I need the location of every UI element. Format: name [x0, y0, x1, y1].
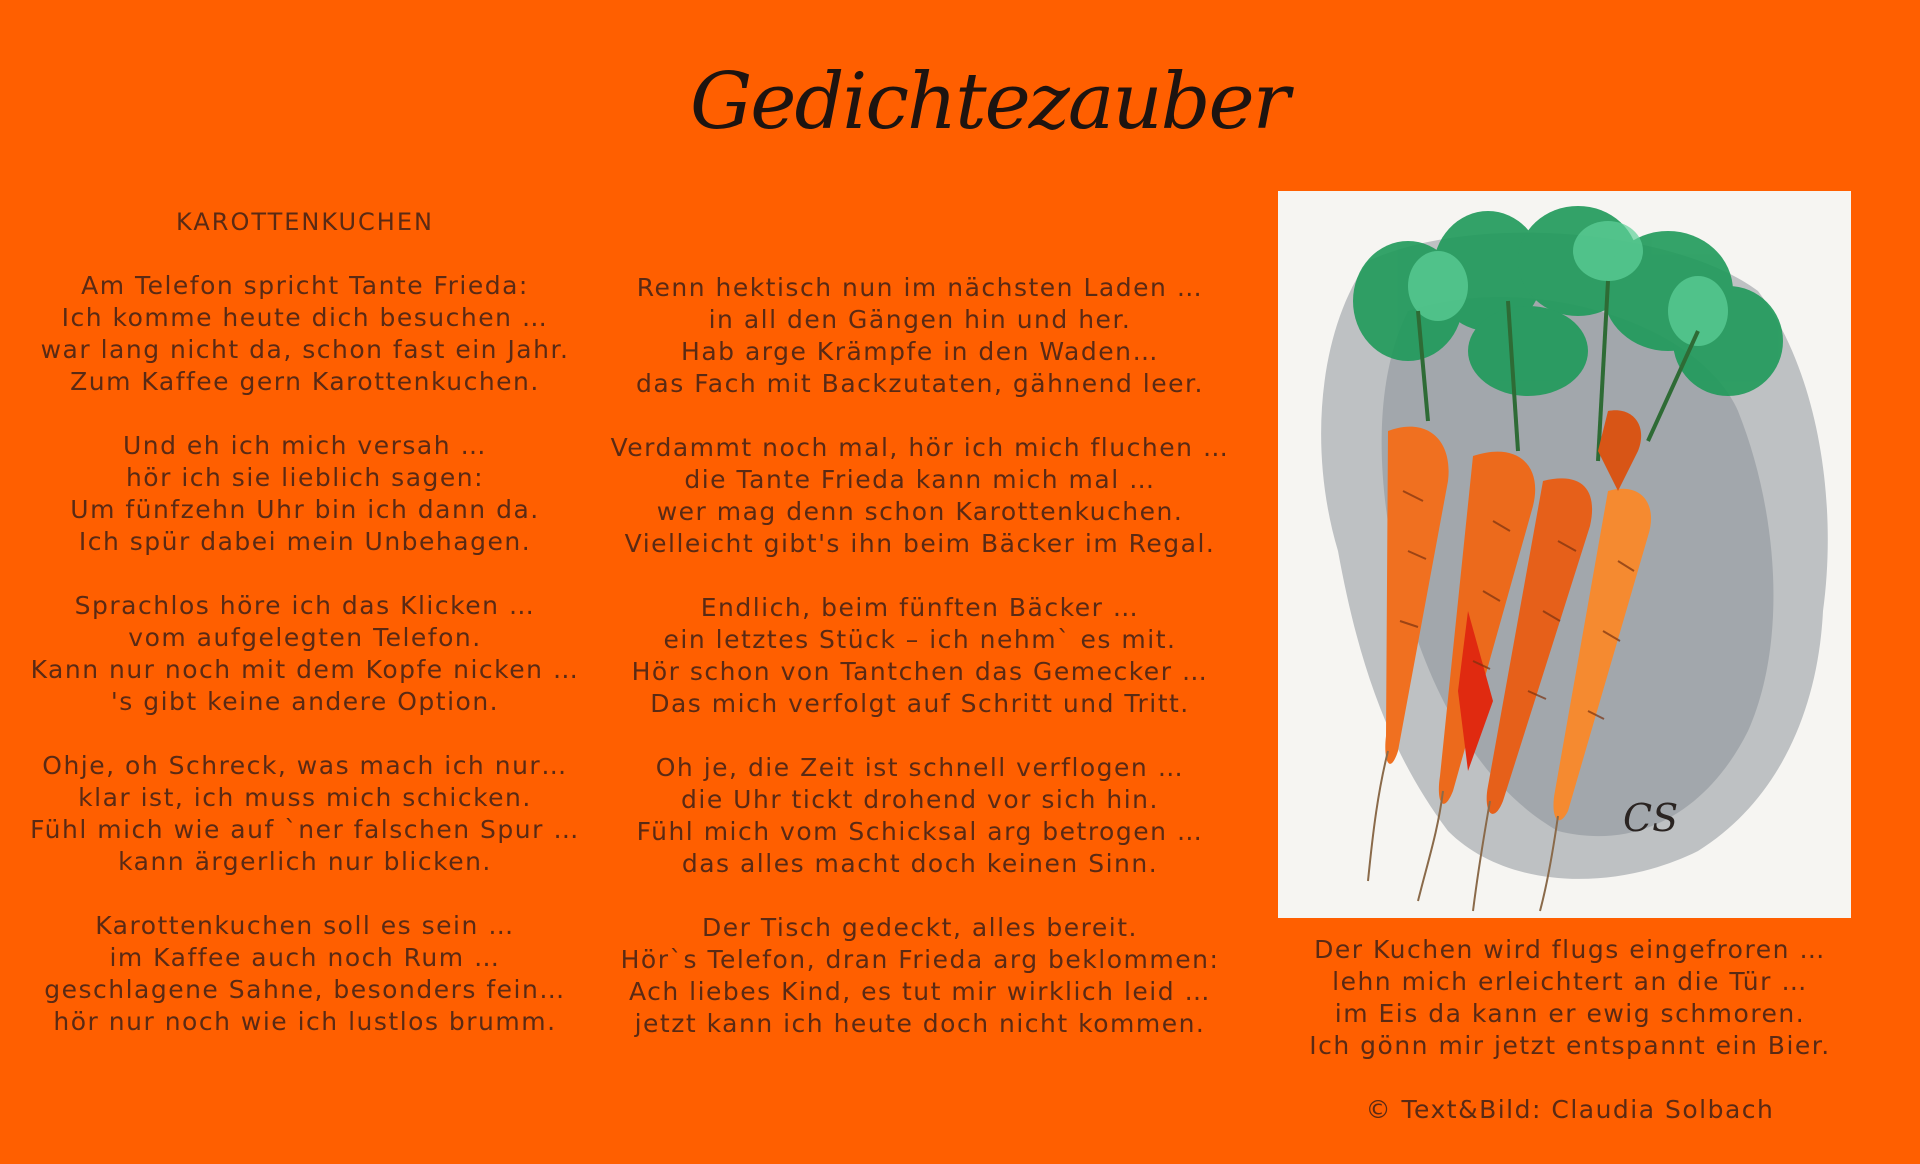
poem-line: Ach liebes Kind, es tut mir wirklich leid … [628, 977, 1212, 1006]
poem-line: Karottenkuchen soll es sein … [95, 911, 515, 940]
poem-line: jetzt kann ich heute doch nicht kommen. [634, 1009, 1206, 1038]
poem-line: war lang nicht da, schon fast ein Jahr. [40, 335, 570, 364]
poem-stanza [610, 592, 1230, 720]
poem-line: das Fach mit Backzutaten, gähnend leer. [636, 369, 1204, 398]
poem-line: die Tante Frieda kann mich mal … [684, 465, 1156, 494]
poem-line: Und eh ich mich versah … [122, 431, 488, 460]
poem-stanza [20, 430, 590, 558]
poem-line: Zum Kaffee gern Karottenkuchen. [70, 367, 540, 396]
poem-column-2 [610, 272, 1230, 1072]
poem-stanza [20, 590, 590, 718]
poem-title: KAROTTENKUCHEN [176, 208, 434, 236]
poem-line: Hör schon von Tantchen das Gemecker … [631, 657, 1209, 686]
poem-line: Sprachlos höre ich das Klicken … [74, 591, 536, 620]
poem-line: Hör`s Telefon, dran Frieda arg beklommen: [620, 945, 1220, 974]
poem-line: Renn hektisch nun im nächsten Laden … [636, 273, 1204, 302]
poem-line: Das mich verfolgt auf Schritt und Tritt. [650, 689, 1190, 718]
poem-column-1 [20, 206, 590, 1070]
poem-stanza [610, 912, 1230, 1040]
poem-line: Oh je, die Zeit ist schnell verflogen … [655, 753, 1185, 782]
poem-stanza [20, 270, 590, 398]
poem-line: Der Tisch gedeckt, alles bereit. [702, 913, 1138, 942]
poem-line: Ich komme heute dich besuchen … [61, 303, 549, 332]
poem-line: Fühl mich vom Schicksal arg betrogen … [636, 817, 1204, 846]
poem-stanza [1275, 934, 1865, 1062]
poem-line: kann ärgerlich nur blicken. [118, 847, 492, 876]
logo-text: Gedichtezauber [690, 57, 1288, 147]
poem-stanza [20, 750, 590, 878]
poem-line: 's gibt keine andere Option. [110, 687, 500, 716]
poem-line: Endlich, beim fünften Bäcker … [700, 593, 1140, 622]
poem-line: das alles macht doch keinen Sinn. [681, 849, 1159, 878]
poem-line: Vielleicht gibt's ihn beim Bäcker im Regal. [624, 529, 1216, 558]
copyright-text: © Text&Bild: Claudia Solbach [1365, 1095, 1775, 1124]
poem-line: geschlagene Sahne, besonders fein… [44, 975, 566, 1004]
gedichtezauber-logo [690, 10, 1288, 190]
poem-stanza [20, 910, 590, 1038]
poem-line: Der Kuchen wird flugs eingefroren … [1314, 935, 1826, 964]
poem-line: Fühl mich wie auf `ner falschen Spur … [30, 815, 580, 844]
poem-line: Verdammt noch mal, hör ich mich fluchen … [610, 433, 1230, 462]
poem-line: lehn mich erleichtert an die Tür … [1332, 967, 1808, 996]
poem-line: Ich spür dabei mein Unbehagen. [78, 527, 532, 556]
carrot-painting [1278, 191, 1851, 918]
poem-line: hör nur noch wie ich lustlos brumm. [53, 1007, 557, 1036]
poem-line: Um fünfzehn Uhr bin ich dann da. [70, 495, 540, 524]
poem-line: im Eis da kann er ewig schmoren. [1334, 999, 1806, 1028]
poem-line: ein letztes Stück – ich nehm` es mit. [663, 625, 1177, 654]
poem-line: Ich gönn mir jetzt entspannt ein Bier. [1309, 1031, 1831, 1060]
poem-line: vom aufgelegten Telefon. [128, 623, 482, 652]
poem-line: die Uhr tickt drohend vor sich hin. [681, 785, 1159, 814]
poem-line: Kann nur noch mit dem Kopfe nicken … [30, 655, 580, 684]
poem-line: Hab arge Krämpfe in den Waden… [681, 337, 1159, 366]
poem-stanza [610, 752, 1230, 880]
poem-line: Am Telefon spricht Tante Frieda: [81, 271, 529, 300]
poem-line: wer mag denn schon Karottenkuchen. [656, 497, 1184, 526]
poem-line: in all den Gängen hin und her. [708, 305, 1132, 334]
poem-column-3 [1275, 934, 1865, 1126]
poem-line: hör ich sie lieblich sagen: [125, 463, 485, 492]
poem-line: im Kaffee auch noch Rum … [109, 943, 501, 972]
painting-signature: CS [1623, 796, 1679, 840]
poem-stanza [610, 432, 1230, 560]
poem-line: Ohje, oh Schreck, was mach ich nur… [42, 751, 568, 780]
poem-line: klar ist, ich muss mich schicken. [78, 783, 532, 812]
poem-stanza [610, 272, 1230, 400]
